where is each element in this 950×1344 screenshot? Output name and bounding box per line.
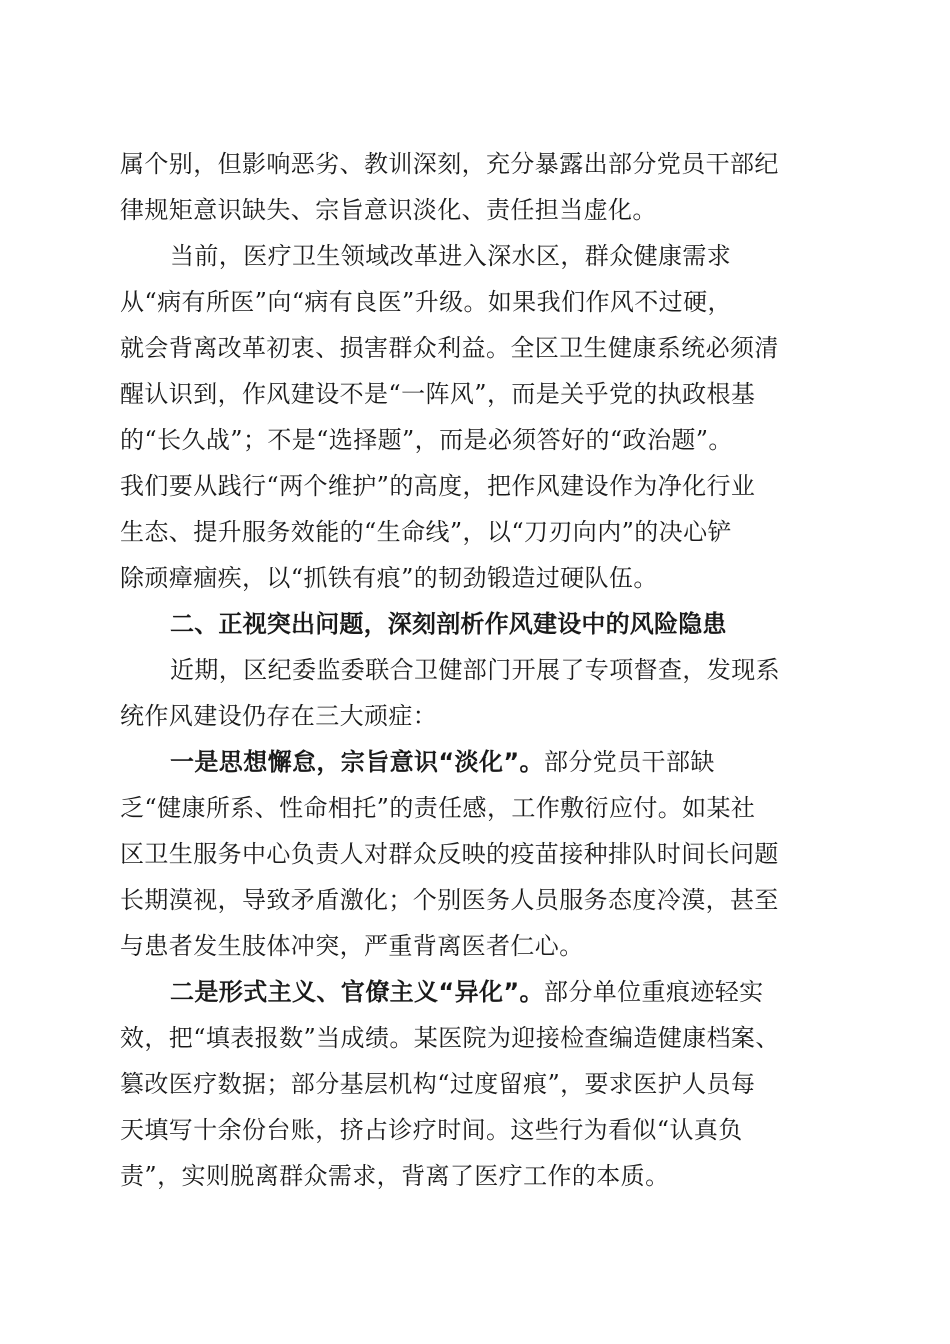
paragraph-2-line-8: 除顽瘴痼疾，以“抓铁有痕”的韧劲锻造过硬队伍。 <box>120 564 658 592</box>
paragraph-5-line-2: 效，把“填表报数”当成绩。某医院为迎接检查编造健康档案、 <box>120 1024 780 1052</box>
paragraph-4-line-2: 乏“健康所系、性命相托”的责任感，工作敷衍应付。如某社 <box>120 794 756 822</box>
paragraph-4-first-rest: 部分党员干部缺 <box>543 748 715 776</box>
paragraph-2-line-6: 我们要从践行“两个维护”的高度，把作风建设作为净化行业 <box>120 472 756 500</box>
paragraph-4-line-3: 区卫生服务中心负责人对群众反映的疫苗接种排队时间长问题 <box>120 840 779 868</box>
paragraph-2-line-3: 就会背离改革初衷、损害群众利益。全区卫生健康系统必须清 <box>120 334 779 362</box>
paragraph-3-line-2: 统作风建设仍存在三大顽症： <box>120 702 438 730</box>
paragraph-2-line-2: 从“病有所医”向“病有良医”升级。如果我们作风不过硬， <box>120 288 732 316</box>
paragraph-4-line-4: 长期漠视，导致矛盾激化；个别医务人员服务态度冷漠，甚至 <box>120 886 779 914</box>
paragraph-5-line-1 <box>170 968 764 1016</box>
paragraph-3-line-1: 近期，区纪委监委联合卫健部门开展了专项督查，发现系 <box>170 656 780 684</box>
paragraph-1-line-1: 属个别，但影响恶劣、教训深刻，充分暴露出部分党员干部纪 <box>120 150 779 178</box>
paragraph-5-first-rest: 部分单位重痕迹轻实 <box>543 978 764 1006</box>
paragraph-5-lead: 二是形式主义、官僚主义“异化”。 <box>170 978 544 1006</box>
section-heading: 二、正视突出问题，深刻剖析作风建设中的风险隐患 <box>170 610 727 638</box>
paragraph-5-line-3: 篡改医疗数据；部分基层机构“过度留痕”，要求医护人员每 <box>120 1070 756 1098</box>
paragraph-5-line-5: 责”，实则脱离群众需求，背离了医疗工作的本质。 <box>120 1162 670 1190</box>
paragraph-2-line-1: 当前，医疗卫生领域改革进入深水区，群众健康需求 <box>170 242 732 270</box>
paragraph-4-line-5: 与患者发生肢体冲突，严重背离医者仁心。 <box>120 932 584 960</box>
paragraph-5-line-4: 天填写十余份台账，挤占诊疗时间。这些行为看似“认真负 <box>120 1116 743 1144</box>
paragraph-2-line-4: 醒认识到，作风建设不是“一阵风”，而是关乎党的执政根基 <box>120 380 756 408</box>
paragraph-1-line-2: 律规矩意识缺失、宗旨意识淡化、责任担当虚化。 <box>120 196 657 224</box>
paragraph-4-lead: 一是思想懈怠，宗旨意识“淡化”。 <box>170 748 544 776</box>
paragraph-4-line-1 <box>170 738 715 786</box>
paragraph-2-line-5: 的“长久战”；不是“选择题”，而是必须答好的“政治题”。 <box>120 426 733 454</box>
paragraph-2-line-7: 生态、提升服务效能的“生命线”，以“刀刃向内”的决心铲 <box>120 518 732 546</box>
